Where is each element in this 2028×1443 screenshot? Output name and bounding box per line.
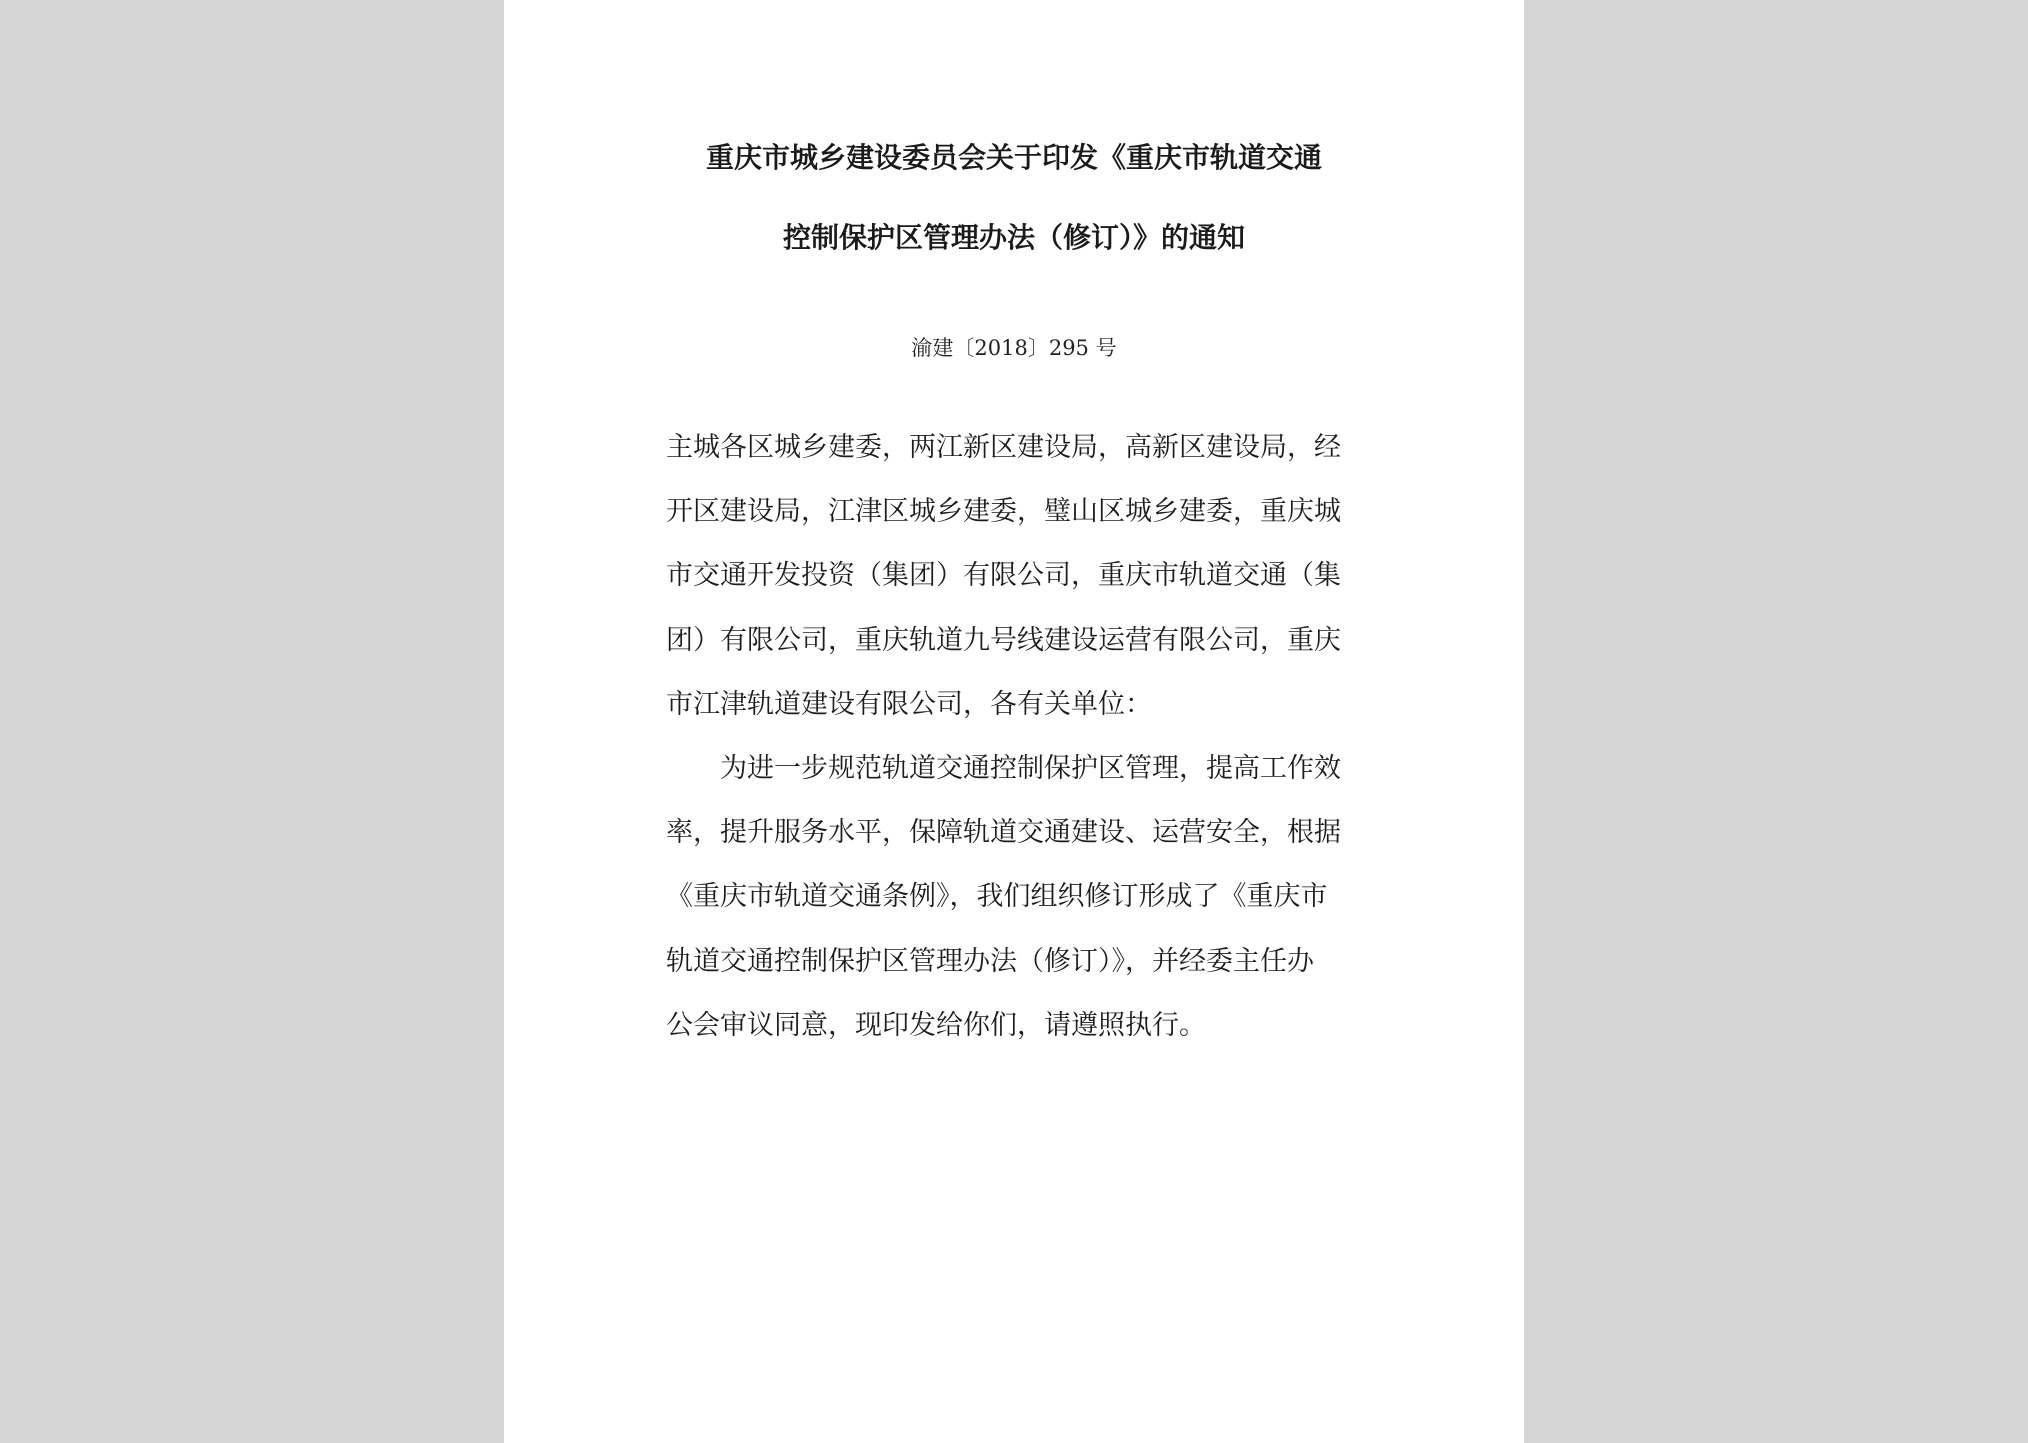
- document-title-line-1: 重庆市城乡建设委员会关于印发《重庆市轨道交通: [705, 141, 1322, 174]
- document-body: [666, 416, 1366, 1058]
- document-title-line-2: 控制保护区管理办法（修订）》的通知: [782, 221, 1245, 254]
- document-number: 渝建〔2018〕295 号: [911, 336, 1117, 360]
- document-page: [504, 0, 1524, 1443]
- body-line: 为进一步规范轨道交通控制保护区管理，提高工作效: [720, 752, 1341, 784]
- body-line: 《重庆市轨道交通条例》，我们组织修订形成了《重庆市: [666, 881, 1328, 913]
- body-line: 轨道交通控制保护区管理办法（修订）》，并经委主任办: [666, 945, 1314, 977]
- body-line: 率，提升服务水平，保障轨道交通建设、运营安全，根据: [666, 817, 1341, 849]
- body-line: 主城各区城乡建委，两江新区建设局，高新区建设局，经: [666, 432, 1341, 463]
- document-title: [504, 118, 1524, 278]
- body-line: 公会审议同意，现印发给你们，请遵照执行。: [666, 1009, 1206, 1041]
- body-line: 市江津轨道建设有限公司，各有关单位：: [666, 688, 1152, 720]
- body-line: 市交通开发投资（集团）有限公司，重庆市轨道交通（集: [666, 560, 1341, 592]
- body-line: 团）有限公司，重庆轨道九号线建设运营有限公司，重庆: [666, 624, 1341, 656]
- body-line: 开区建设局，江津区城乡建委，璧山区城乡建委，重庆城: [666, 496, 1341, 528]
